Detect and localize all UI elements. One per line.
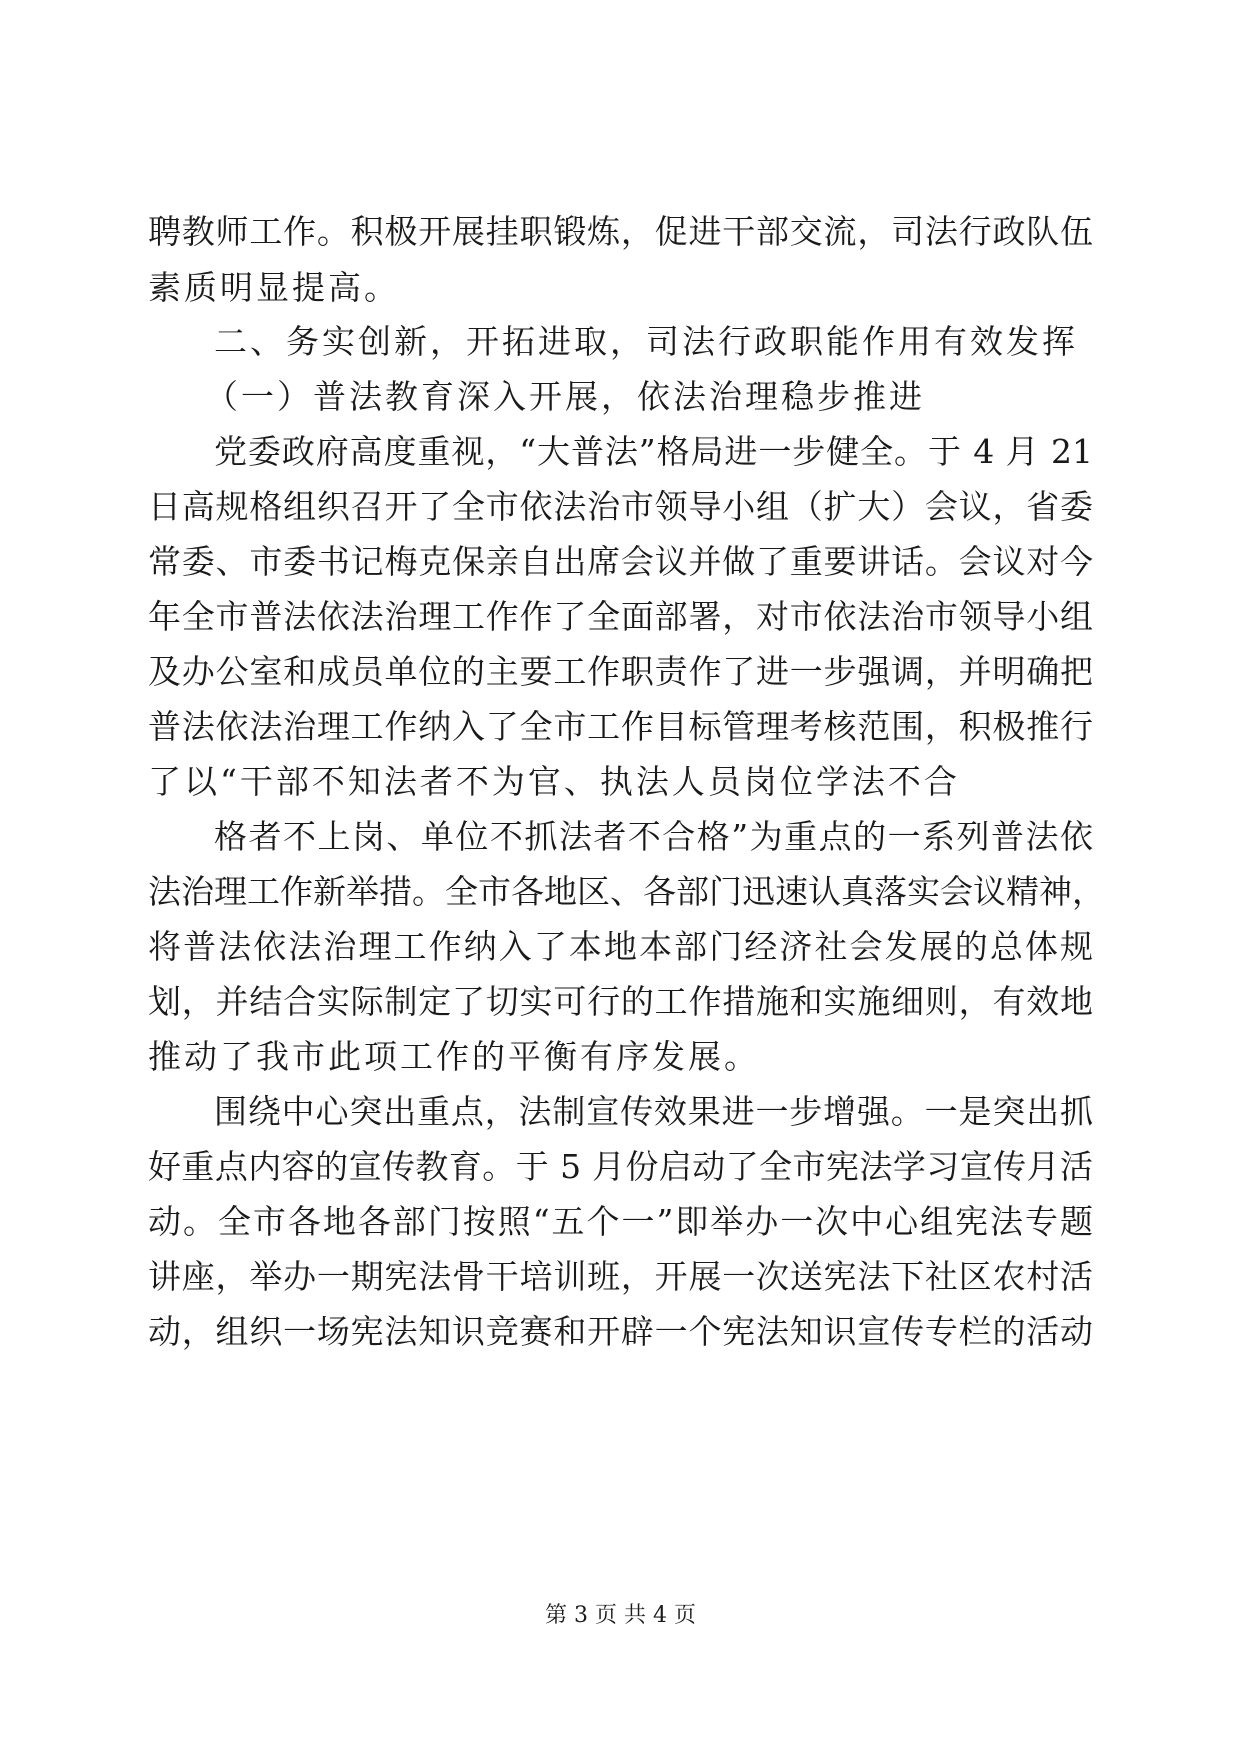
text-line: 及办公室和成员单位的主要工作职责作了进一步强调，并明确把 <box>148 652 1093 691</box>
text-line: 推动了我市此项工作的平衡有序发展。 <box>148 1037 760 1076</box>
text-line: 将普法依法治理工作纳入了本地本部门经济社会发展的总体规 <box>148 927 1093 966</box>
text-line: 围绕中心突出重点，法制宣传效果进一步增强。一是突出抓 <box>214 1092 1093 1131</box>
section-heading: 二、务实创新，开拓进取，司法行政职能作用有效发挥 <box>214 322 1078 361</box>
text-line: 了以“干部不知法者不为官、执法人员岗位学法不合 <box>148 762 960 801</box>
text-line: 法治理工作新举措。全市各地区、各部门迅速认真落实会议精神， <box>148 872 1105 911</box>
text-line: 聘教师工作。积极开展挂职锻炼，促进干部交流，司法行政队伍 <box>148 212 1093 251</box>
text-line: 素质明显提高。 <box>148 268 400 307</box>
text-line: 动，组织一场宪法知识竞赛和开辟一个宪法知识宣传专栏的活动 <box>148 1312 1093 1351</box>
text-line: 日高规格组织召开了全市依法治市领导小组（扩大）会议，省委 <box>148 487 1093 526</box>
text-line: 常委、市委书记梅克保亲自出席会议并做了重要讲话。会议对今 <box>148 542 1093 581</box>
text-line: 年全市普法依法治理工作作了全面部署，对市依法治市领导小组 <box>148 597 1093 636</box>
text-line: 党委政府高度重视，“大普法”格局进一步健全。于 4 月 21 <box>214 432 1093 471</box>
text-line: 划，并结合实际制定了切实可行的工作措施和实施细则，有效地 <box>148 982 1093 1021</box>
subsection-heading: （一）普法教育深入开展，依法治理稳步推进 <box>205 377 925 416</box>
text-line: 格者不上岗、单位不抓法者不合格”为重点的一系列普法依 <box>214 817 1093 856</box>
text-line: 好重点内容的宣传教育。于 5 月份启动了全市宪法学习宣传月活 <box>148 1147 1093 1186</box>
page-number-footer: 第 3 页 共 4 页 <box>545 1603 696 1628</box>
text-line: 讲座，举办一期宪法骨干培训班，开展一次送宪法下社区农村活 <box>148 1257 1093 1296</box>
text-line: 普法依法治理工作纳入了全市工作目标管理考核范围，积极推行 <box>148 707 1093 746</box>
text-line: 动。全市各地各部门按照“五个一”即举办一次中心组宪法专题 <box>148 1202 1093 1241</box>
